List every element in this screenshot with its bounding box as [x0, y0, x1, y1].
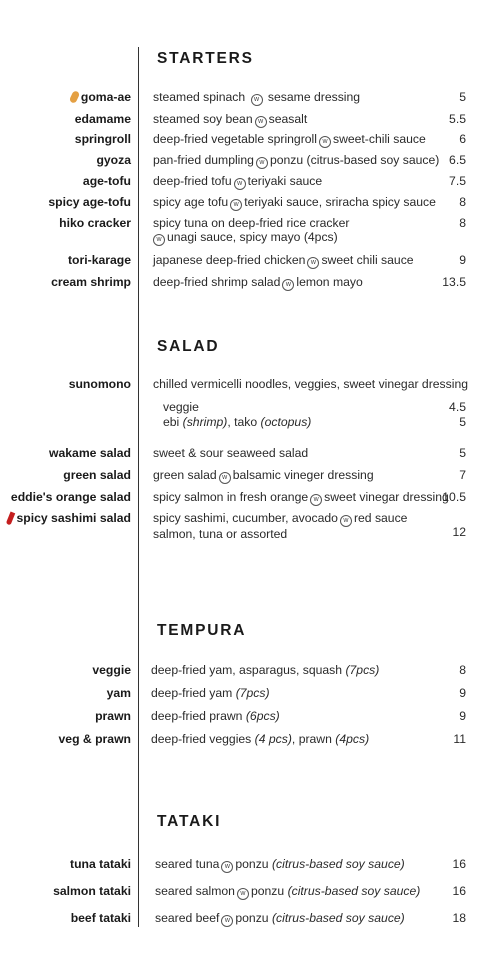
- item-sauce: lemon mayo: [296, 275, 363, 289]
- dressing-w-icon: w: [219, 472, 231, 484]
- item-description: japanese deep-fried chicken: [153, 253, 306, 267]
- dressing-w-icon: w: [234, 178, 246, 190]
- item-description: pan-fried dumpling: [153, 153, 254, 167]
- item-name: spicy sashimi salad: [16, 511, 131, 525]
- item-price: 6: [459, 132, 466, 146]
- option-price: 4.5: [449, 400, 466, 414]
- item-name: yam: [106, 686, 131, 700]
- item-price: 8: [459, 195, 466, 209]
- item-description: seared beef: [155, 911, 220, 925]
- starters-heading: STARTERS: [157, 50, 254, 67]
- item-sauce: red sauce: [353, 511, 408, 525]
- item-sauce: sesame dressing: [267, 90, 361, 104]
- item-price: 5: [459, 446, 466, 460]
- item-name: veggie: [92, 663, 131, 677]
- item-description: seared tuna: [155, 857, 220, 871]
- item-name: edamame: [74, 112, 131, 126]
- option-name: ebi: [163, 415, 180, 429]
- option-note: (octopus): [260, 415, 312, 429]
- dressing-w-icon: w: [319, 136, 331, 148]
- option-note: (shrimp): [182, 415, 228, 429]
- item-description: steamed soy bean: [153, 112, 253, 126]
- item-name: cream shrimp: [51, 275, 131, 289]
- item-price: 13.5: [442, 275, 466, 289]
- item-price: 9: [459, 253, 466, 267]
- item-description: deep-fried prawn: [151, 709, 243, 723]
- item-name: tori-karage: [68, 253, 131, 267]
- item-description: deep-fried vegetable springroll: [153, 132, 317, 146]
- item-name: wakame salad: [49, 446, 131, 460]
- tempura-heading: TEMPURA: [157, 622, 247, 639]
- item-name: spicy age-tofu: [48, 195, 131, 209]
- item-sauce-note: (citrus-based soy sauce): [271, 911, 405, 925]
- dressing-w-icon: w: [255, 116, 267, 128]
- dressing-w-icon: w: [256, 157, 268, 169]
- chili-pepper-icon: [5, 512, 15, 526]
- item-pieces: (6pcs): [245, 709, 280, 723]
- item-name: salmon tataki: [53, 884, 131, 898]
- item-price: 10.5: [442, 490, 466, 504]
- item-price: 7.5: [449, 174, 466, 188]
- item-price: 9: [459, 709, 466, 723]
- item-price: 11: [453, 732, 466, 746]
- dressing-w-icon: w: [153, 234, 165, 246]
- item-description: deep-fried yam: [151, 686, 233, 700]
- item-description: steamed spinach: [153, 90, 246, 104]
- item-name: age-tofu: [82, 174, 131, 188]
- item-sauce: ponzu: [250, 884, 285, 898]
- item-description: spicy sashimi, cucumber, avocado: [153, 511, 338, 525]
- dressing-w-icon: w: [282, 279, 294, 291]
- item-price: 8: [459, 663, 466, 677]
- item-price: 5.5: [449, 112, 466, 126]
- item-pieces: (4pcs): [335, 732, 370, 746]
- option-price: 5: [459, 415, 466, 429]
- item-description: deep-fried yam, asparagus, squash: [151, 663, 343, 677]
- item-price: 7: [459, 468, 466, 482]
- item-sauce: sweet-chili sauce: [332, 132, 426, 146]
- item-description: deep-fried shrimp salad: [153, 275, 281, 289]
- item-pieces: (4 pcs): [254, 732, 292, 746]
- item-description: spicy age tofu: [153, 195, 229, 209]
- item-options: salmon, tuna or assorted: [153, 527, 288, 541]
- item-name: goma-ae: [80, 90, 131, 104]
- item-sauce: sweet vinegar dressing: [324, 490, 449, 504]
- tataki-heading: TATAKI: [157, 813, 222, 830]
- item-name: prawn: [95, 709, 131, 723]
- item-name: gyoza: [96, 153, 131, 167]
- item-sauce: ponzu: [235, 911, 269, 925]
- peanut-icon: [69, 90, 80, 104]
- item-price: 12: [452, 525, 466, 539]
- item-price: 8: [459, 216, 466, 230]
- item-sauce-note: (citrus-based soy sauce): [287, 884, 421, 898]
- option-name: veggie: [163, 400, 199, 414]
- item-sauce: teriyaki sauce: [247, 174, 323, 188]
- item-description: deep-fried veggies: [151, 732, 252, 746]
- salad-heading: SALAD: [157, 338, 220, 355]
- item-price: 6.5: [449, 153, 466, 167]
- item-sauce: seasalt: [268, 112, 308, 126]
- item-pieces: (7pcs): [235, 686, 270, 700]
- item-name: green salad: [63, 468, 131, 482]
- item-name: tuna tataki: [70, 857, 131, 871]
- item-description: green salad: [153, 468, 217, 482]
- item-description: spicy tuna on deep-fried rice cracker: [153, 216, 350, 230]
- option-name: , tako: [227, 415, 258, 429]
- dressing-w-icon: w: [237, 888, 249, 900]
- item-sauce: ponzu: [235, 857, 269, 871]
- item-sauce: ponzu (citrus-based soy sauce): [269, 153, 440, 167]
- item-description: chilled vermicelli noodles, veggies, sweet vinegar dressing: [153, 377, 469, 391]
- item-price: 5: [459, 90, 466, 104]
- item-name: hiko cracker: [59, 216, 131, 230]
- item-sauce: teriyaki sauce, sriracha spicy sauce: [244, 195, 436, 209]
- item-name: springroll: [74, 132, 131, 146]
- item-pieces: (7pcs): [345, 663, 380, 677]
- dressing-w-icon: w: [230, 199, 242, 211]
- item-price: 9: [459, 686, 466, 700]
- item-sauce: balsamic vineger dressing: [232, 468, 374, 482]
- dressing-w-icon: w: [310, 494, 322, 506]
- item-description: sweet & sour seaweed salad: [153, 446, 309, 460]
- item-description: spicy salmon in fresh orange: [153, 490, 309, 504]
- dressing-w-icon: w: [251, 94, 263, 106]
- item-price: 16: [452, 857, 466, 871]
- item-description: seared salmon: [155, 884, 235, 898]
- dressing-w-icon: w: [221, 915, 233, 927]
- item-description: deep-fried tofu: [153, 174, 232, 188]
- item-price: 18: [452, 911, 466, 925]
- item-sauce: unagi sauce, spicy mayo (4pcs): [167, 230, 338, 244]
- item-name: eddie's orange salad: [10, 490, 131, 504]
- dressing-w-icon: w: [221, 861, 233, 873]
- item-sauce-note: (citrus-based soy sauce): [271, 857, 405, 871]
- item-sauce: sweet chili sauce: [321, 253, 414, 267]
- dressing-w-icon: w: [307, 257, 319, 269]
- item-name: veg & prawn: [58, 732, 131, 746]
- item-name: sunomono: [68, 377, 131, 391]
- dressing-w-icon: w: [340, 515, 352, 527]
- item-description: , prawn: [291, 732, 332, 746]
- menu-divider-line: [138, 47, 139, 927]
- item-name: beef tataki: [70, 911, 131, 925]
- item-price: 16: [452, 884, 466, 898]
